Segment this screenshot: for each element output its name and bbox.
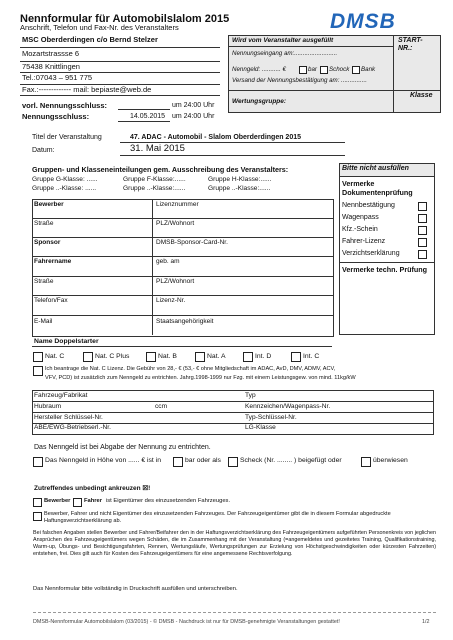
office-confirm: Versand der Nennungsbestätigung am: ............... <box>232 77 367 84</box>
office-box-divider-2 <box>228 90 394 91</box>
license-int-c-checkbox[interactable] <box>291 352 301 362</box>
vehicle-row-1-right: Kennzeichen/Wagenpass-Nr. <box>245 403 331 410</box>
license-nat-c-plus-checkbox[interactable] <box>83 352 93 362</box>
doc-checkbox-3[interactable] <box>418 238 427 247</box>
group-f: Gruppe F-Klasse:...... <box>123 176 186 183</box>
license-nat-c-label: Nat. C <box>45 353 65 360</box>
pre-deadline-label: vorl. Nennungsschluss: <box>22 101 108 110</box>
docs-check-title: Vermerke Dokumentenprüfung <box>342 179 413 197</box>
final-deadline-label: Nennungsschluss: <box>22 112 90 121</box>
persons-row-line-4 <box>32 276 333 277</box>
organizer-underline-1 <box>20 47 220 48</box>
doc-checkbox-2[interactable] <box>418 226 427 235</box>
start-nr-divider <box>393 90 440 91</box>
persons-row-line-6 <box>32 315 333 316</box>
license-int-d-checkbox[interactable] <box>243 352 253 362</box>
dmsb-logo <box>330 11 433 33</box>
person-row-2-left: Sponsor <box>34 239 61 246</box>
declaration-signoff: Das Nennformular bitte vollständig in Druckschrift ausfüllen und unterschreiben. <box>33 586 238 592</box>
vehicle-row-2-right: Typ-Schlüssel-Nr. <box>245 414 297 421</box>
double-start-heading: Name Doppelstarter <box>34 338 99 345</box>
person-row-5-left: Telefon/Fax <box>34 297 68 304</box>
organizer-line3: 75438 Knittlingen <box>22 62 80 71</box>
office-schock-label: Schock <box>329 66 350 73</box>
office-group: Wertungsgruppe: <box>232 98 287 105</box>
person-row-1-left: Straße <box>34 220 54 227</box>
doc-item-0: Nennbestätigung <box>342 202 395 209</box>
office-box-divider <box>228 46 394 47</box>
organizer-tel: Tel.:07043 – 951 775 <box>22 73 93 82</box>
final-deadline-time: um 24:00 Uhr <box>172 113 215 120</box>
declaration-driver-checkbox[interactable] <box>73 498 82 507</box>
payment-line-2c: Scheck (Nr. ........ ) beigefügt oder <box>240 457 342 464</box>
declaration-opt1-driver: Fahrer <box>84 498 103 504</box>
payment-line-2a: Das Nenngeld in Höhe von ...... € ist in <box>45 457 161 464</box>
person-row-3-right: geb. am <box>156 258 180 265</box>
payment-transfer-checkbox[interactable] <box>361 457 371 467</box>
payment-line-2b: bar oder als <box>185 457 221 464</box>
vehicle-row-0-left: Fahrzeug/Fabrikat <box>34 392 88 399</box>
footer-page: 1/2 <box>422 619 430 625</box>
vehicle-row-line-2 <box>32 412 433 413</box>
vehicle-row-0-right: Typ <box>245 392 256 399</box>
license-nat-a-label: Nat. A <box>207 353 226 360</box>
license-nat-a-checkbox[interactable] <box>195 352 205 362</box>
side-panel-header: Bitte nicht ausfüllen <box>342 165 409 172</box>
payment-cheque-checkbox[interactable] <box>228 457 238 467</box>
person-row-1-right: PLZ/Wohnort <box>156 220 195 227</box>
side-panel-header-line <box>339 176 434 177</box>
event-title-label: Titel der Veranstaltung <box>32 134 102 141</box>
vehicle-row-3-right: LG-Klasse <box>245 424 276 431</box>
apply-license-text-2: VFV, PCD) ist zusätzlich zum Nenngeld zu entrichten. Jahrg.1998-1999 nur Fzg. mit einem Leistungsgew. von mind. 11kg/kW <box>45 375 356 381</box>
doc-checkbox-1[interactable] <box>418 214 427 223</box>
declaration-opt2: Bewerber, Fahrer und nicht Eigentümer des einzusetzenden Fahrzeuges. Der Fahrzeugeigentümer gibt die in diesem Formular abgedruckte Haftungsverzichtserklärung ab. <box>44 511 391 525</box>
person-row-0-left: Bewerber <box>34 201 64 208</box>
persons-row-line-2 <box>32 237 333 238</box>
payment-cash-checkbox[interactable] <box>173 457 183 467</box>
event-date-label: Datum: <box>32 147 55 154</box>
office-box-title: Wird vom Veranstalter ausgefüllt <box>232 37 334 44</box>
office-bar-label: bar <box>308 66 317 73</box>
apply-license-text-1: Ich beantrage die Nat. C Lizenz. Die Gebühr von 28,- € (53,- € ohne Mitgliedschaft im ADAC, AvD, DMV, ADMV, ACV, <box>45 366 336 372</box>
office-received: Nennungseingang am:......................... <box>232 50 338 57</box>
event-date-underline <box>120 155 345 156</box>
person-row-6-left: E-Mail <box>34 318 53 325</box>
declaration-heading: Zutreffendes unbedingt ankreuzen ☒! <box>34 485 151 492</box>
declaration-not-owner-checkbox[interactable] <box>33 512 42 521</box>
declaration-opt1-applicant: Bewerber <box>44 498 71 504</box>
tech-check-title: Vermerke techn. Prüfung <box>342 265 428 274</box>
pre-deadline-field[interactable] <box>118 109 170 110</box>
person-row-4-right: PLZ/Wohnort <box>156 278 195 285</box>
organizer-line2: Mozartstrassse 6 <box>22 49 80 58</box>
vehicle-row-3-left: ABE/EWG-Betriebserl.-Nr. <box>34 424 111 431</box>
organizer-line1: MSC Oberderdingen c/o Bernd Stelzer <box>22 35 158 44</box>
office-bar-checkbox[interactable] <box>299 66 307 74</box>
license-nat-b-label: Nat. B <box>158 353 177 360</box>
start-nr-label: START- NR.: <box>398 37 423 53</box>
persons-row-line-3 <box>32 256 333 257</box>
office-bank-checkbox[interactable] <box>352 66 360 74</box>
doc-checkbox-0[interactable] <box>418 202 427 211</box>
group-h: Gruppe H-Klasse:...... <box>208 176 272 183</box>
declaration-applicant-checkbox[interactable] <box>33 498 42 507</box>
apply-nat-c-checkbox[interactable] <box>33 366 43 376</box>
double-start-underline <box>32 346 332 347</box>
license-nat-b-checkbox[interactable] <box>146 352 156 362</box>
vehicle-row-line-1 <box>32 401 433 402</box>
group-x2: Gruppe ..-Klasse:...... <box>123 185 186 192</box>
side-panel-divider <box>339 262 434 263</box>
organizer-underline-5 <box>20 95 220 96</box>
person-row-3-left: Fahrername <box>34 258 72 265</box>
event-title-value[interactable]: 47. ADAC - Automobil - Slalom Oberderdingen 2015 <box>130 134 302 141</box>
doc-item-4: Verzichtserklärung <box>342 250 400 257</box>
payment-line-2d: überwiesen <box>373 457 408 464</box>
license-nat-c-checkbox[interactable] <box>33 352 43 362</box>
person-row-6-right: Staatsangehörigkeit <box>156 318 214 325</box>
person-row-2-right: DMSB-Sponsor-Card-Nr. <box>156 239 228 246</box>
license-int-c-label: Int. C <box>303 353 320 360</box>
payment-amount-checkbox[interactable] <box>33 457 43 467</box>
event-date-value[interactable]: 31. Mai 2015 <box>130 143 185 154</box>
doc-item-3: Fahrer-Lizenz <box>342 238 386 245</box>
person-row-0-right: Lizenznummer <box>156 201 199 208</box>
footer-text: DMSB-Nennformular Automobilslalom (03/2015) - © DMSB - Nachdruck ist nur für DMSB-genehmigte Veranstaltungen gestattet! <box>33 619 340 625</box>
group-x1: Gruppe ..-Klasse: ...... <box>32 185 97 192</box>
klasse-label: Klasse <box>410 92 433 99</box>
office-schock-checkbox[interactable] <box>320 66 328 74</box>
declaration-opt1-rest: ist Eigentümer des einzusetzenden Fahrzeuges. <box>106 498 231 504</box>
final-deadline-value[interactable]: 14.05.2015 <box>130 113 166 120</box>
license-nat-c-plus-label: Nat. C Plus <box>95 353 130 360</box>
person-row-5-right: Lizenz-Nr. <box>156 297 186 304</box>
persons-row-line-1 <box>32 218 333 219</box>
final-deadline-underline <box>118 121 170 122</box>
person-row-4-left: Straße <box>34 278 54 285</box>
vehicle-row-1-mid: ccm <box>155 403 168 410</box>
persons-row-line-5 <box>32 295 333 296</box>
group-g: Gruppe G-Klasse: ...... <box>32 176 98 183</box>
vehicle-row-1-left: Hubraum <box>34 403 62 410</box>
office-bank-label: Bank <box>361 66 376 73</box>
office-fee: Nenngeld: ........... € <box>232 66 286 73</box>
pre-deadline-time: um 24:00 Uhr <box>172 102 215 109</box>
license-int-d-label: Int. D <box>255 353 272 360</box>
form-title: Nennformular für Automobilslalom 2015 <box>20 13 230 25</box>
groups-heading: Gruppen- und Klasseneinteilungen gem. Ausschreibung des Veranstalters: <box>32 165 289 174</box>
doc-item-1: Wagenpass <box>342 214 379 221</box>
vehicle-row-2-left: Hersteller Schlüssel-Nr. <box>34 414 103 421</box>
organizer-fax: Fax.:------------- mail: bepiaste@web.de <box>22 85 152 94</box>
doc-item-2: Kfz.-Schein <box>342 226 378 233</box>
payment-line-1: Das Nenngeld ist bei Abgabe der Nennung zu entrichten. <box>34 444 211 451</box>
declaration-paragraph: Bei falschen Angaben stellen Bewerber und Fahrer/Beifahrer den in der Haftungsverzichtserklärung des Fahrzeugeigentümers aufgeführten Personenkreis von jeglichen Ansprüchen des Fahrzeugeigentümers wegen Schäden, die im Zusammenhang mit der Veranstaltung (=angemeldetes und gezeitetes Training, Qualifikationstraining, Warm-up, Übungs- und Besichtigungsfahrten, Rennen, Wertungsläufe, Wertungsprüfungen zur Erzielung von Höchstgeschwindigkeiten oder kürzesten Fahrzeiten) entstehen, frei. Dies gilt auch für Kosten des Fahrzeugeigentümers für eine angemessene Rechtsverfolgung. <box>33 530 436 558</box>
footer-rule <box>33 612 436 613</box>
dmsb-logo-wordmark: DMSB <box>330 10 396 33</box>
group-x3: Gruppe ..-Klasse:...... <box>208 185 271 192</box>
form-subtitle: Anschrift, Telefon und Fax-Nr. des Veranstalters <box>20 23 179 32</box>
doc-checkbox-4[interactable] <box>418 250 427 259</box>
